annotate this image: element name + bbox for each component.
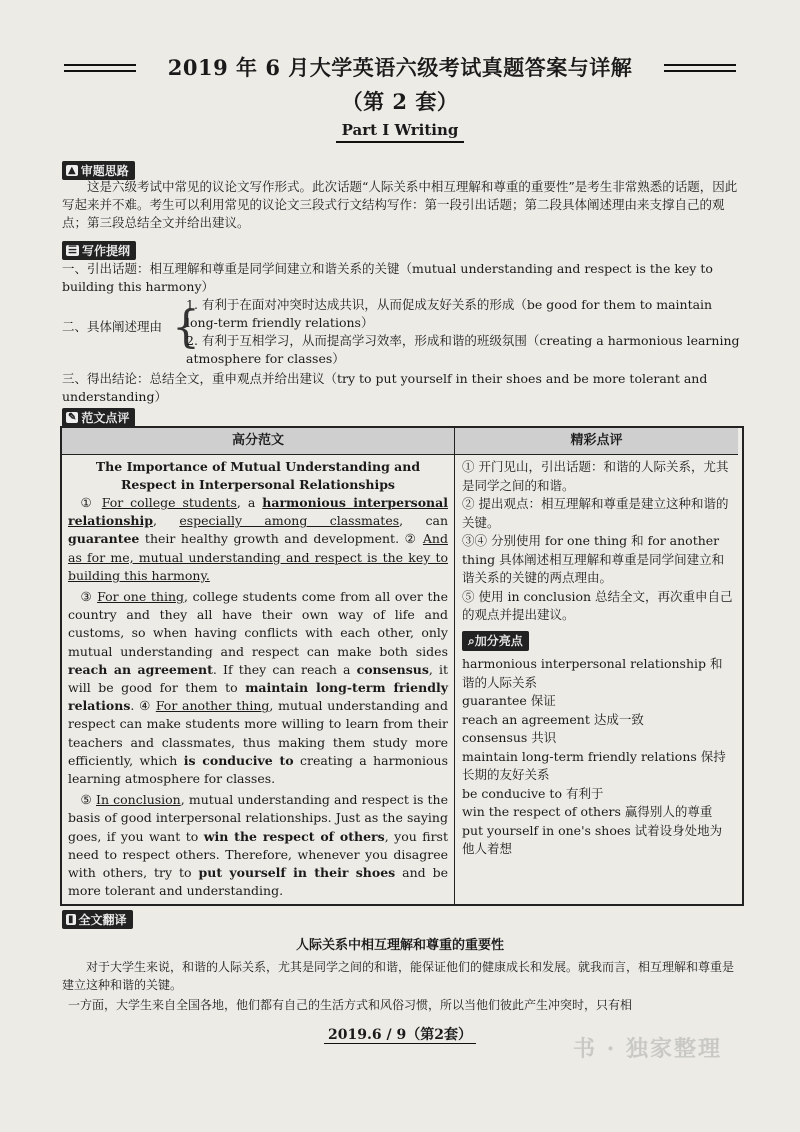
translation-paragraph-1: 对于大学生来说，和谐的人际关系，尤其是同学之间的和谐，能保证他们的健康成长和发展。就我而言，相互理解和尊重是建立这种和谐的关键。 [62,960,735,992]
translation-paragraph-2: 一方面，大学生来自全国各地，他们都有自己的生活方式和风俗习惯，所以当他们彼此产生冲突时，只有相 [68,998,633,1012]
highlights-tag-label: 加分亮点 [474,633,523,648]
essay-title-2: Respect in Interpersonal Relationships [121,477,395,492]
analysis-tag [62,158,135,180]
review-item: ⑤ 使用 in conclusion 总结全文，再次重申自己的观点并提出建议。 [462,588,733,622]
analysis-text: 这是六级考试中常见的议论文写作形式。此次话题“人际关系中相互理解和尊重的重要性”是考生非常熟悉的话题，因此写起来并不难。考生可以利用常见的议论文三段式行文结构写作：第一段引出话题；第二段具体阐述理由来支撑自己的观点；第三段总结全文并给出建议。 [62,179,738,230]
outline-item-3: 三、得出结论：总结全文，重申观点并给出建议（try to put yourself in their shoes and be more tolerant and understanding） [62,371,708,404]
essay-paragraph-1: ① For college students, a harmonious interpersonal relationship, especially among classmates, can guarantee their healthy growth and development. ② And as for me, mutual understanding and respect is the key to building this harmony. [68,495,449,583]
page-title: 2019 年 6 月大学英语六级考试真题答案与详解 [167,55,633,80]
outline-item-2-sub-1: 1. 有利于在面对冲突时达成共识，从而促成友好关系的形成（be good for them to maintain long-term friendly relations） [186,297,713,330]
analysis-tag-label: 审题思路 [80,164,129,178]
highlight-item: maintain long-term friendly relations 保持长期的友好关系 [462,748,726,782]
review-item: ③④ 分别使用 for one thing 和 for another thing 具体阐述相互理解和尊重是同学间建立和谐关系的关键的两点理由。 [462,533,725,585]
book-icon: ▮ [68,914,74,925]
highlight-item: reach an agreement 达成一致 [462,711,644,727]
outline-tag [62,238,136,260]
essay-paragraph-3: ⑤ In conclusion, mutual understanding and respect is the basis of good interpersonal relationships. Just as the saying goes, if you want to win the respect of others, you first need to respect others. Therefore, whenever you disagree with others, try to put yourself in their shoes and be more tolerant and understanding. [68,792,449,899]
pen-icon: ✎ [68,412,77,423]
highlight-item: be conducive to 有利于 [462,785,604,801]
translation-title: 人际关系中相互理解和尊重的重要性 [295,938,504,953]
mountain-icon: ▲ [68,165,76,176]
model-tag [62,405,135,427]
highlight-item: harmonious interpersonal relationship 和谐的人际关系 [462,656,723,690]
essay-paragraph-2: ③ For one thing, college students come from all over the country and they all have their own way of life and customs, so when having conflicts with each other, only mutual understanding and respect can make both sides reach an agreement. If they can reach a consensus, it will be good for them to maintain long-term friendly relations. ④ For another thing, mutual understanding and respect can make students more willing to learn from their teachers and classmates, thus making them study more efficiently, which is conducive to creating a harmonious learning atmosphere for classes. [68,589,448,787]
outline-item-1: 一、引出话题：相互理解和尊重是同学间建立和谐关系的关键（mutual understanding and respect is the key to building this harmony） [62,261,713,294]
list-icon: ☰ [68,245,77,256]
part-heading-wrap [0,120,800,139]
review-column [462,458,734,859]
highlight-item: guarantee 保证 [462,693,556,708]
translation-tag-label: 全文翻译 [78,913,127,927]
outline-item-2-label: 二、具体阐述理由 [62,319,163,334]
highlight-item: consensus 共识 [462,730,557,745]
col-header-review: 精彩点评 [455,428,738,455]
highlight-item: win the respect of others 赢得别人的尊重 [462,804,713,819]
outline-item-2-sub-2: 2. 有利于互相学习，从而提高学习效率，形成和谐的班级氛围（creating a harmonious learning atmosphere for classes） [186,333,740,366]
model-essay [68,458,448,900]
highlight-item: put yourself in one's shoes 试着设身处地为他人着想 [462,822,723,856]
translation-tag [62,907,133,929]
essay-title-1: The Importance of Mutual Understanding and [95,459,421,474]
outline-tag-label: 写作提纲 [81,244,130,258]
review-item: ① 开门见山，引出话题：和谐的人际关系，尤其是同学之间的和谐。 [462,459,729,493]
magnifier-icon: ⌕ [468,633,475,648]
part-heading: Part I Writing [336,121,465,143]
model-tag-label: 范文点评 [81,411,130,425]
review-item: ② 提出观点：相互理解和尊重是建立这种和谐的关键。 [462,496,729,530]
page-number-label: 2019.6 / 9（第2套） [324,1027,476,1044]
column-divider [454,428,455,904]
col-header-essay: 高分范文 [62,428,454,455]
model-essay-table [60,426,744,906]
watermark: 书 · 独家整理 [573,1036,722,1062]
outline-brace: { [172,302,200,353]
page-subtitle: （第 2 套） [341,89,459,114]
highlights-tag [462,631,529,652]
